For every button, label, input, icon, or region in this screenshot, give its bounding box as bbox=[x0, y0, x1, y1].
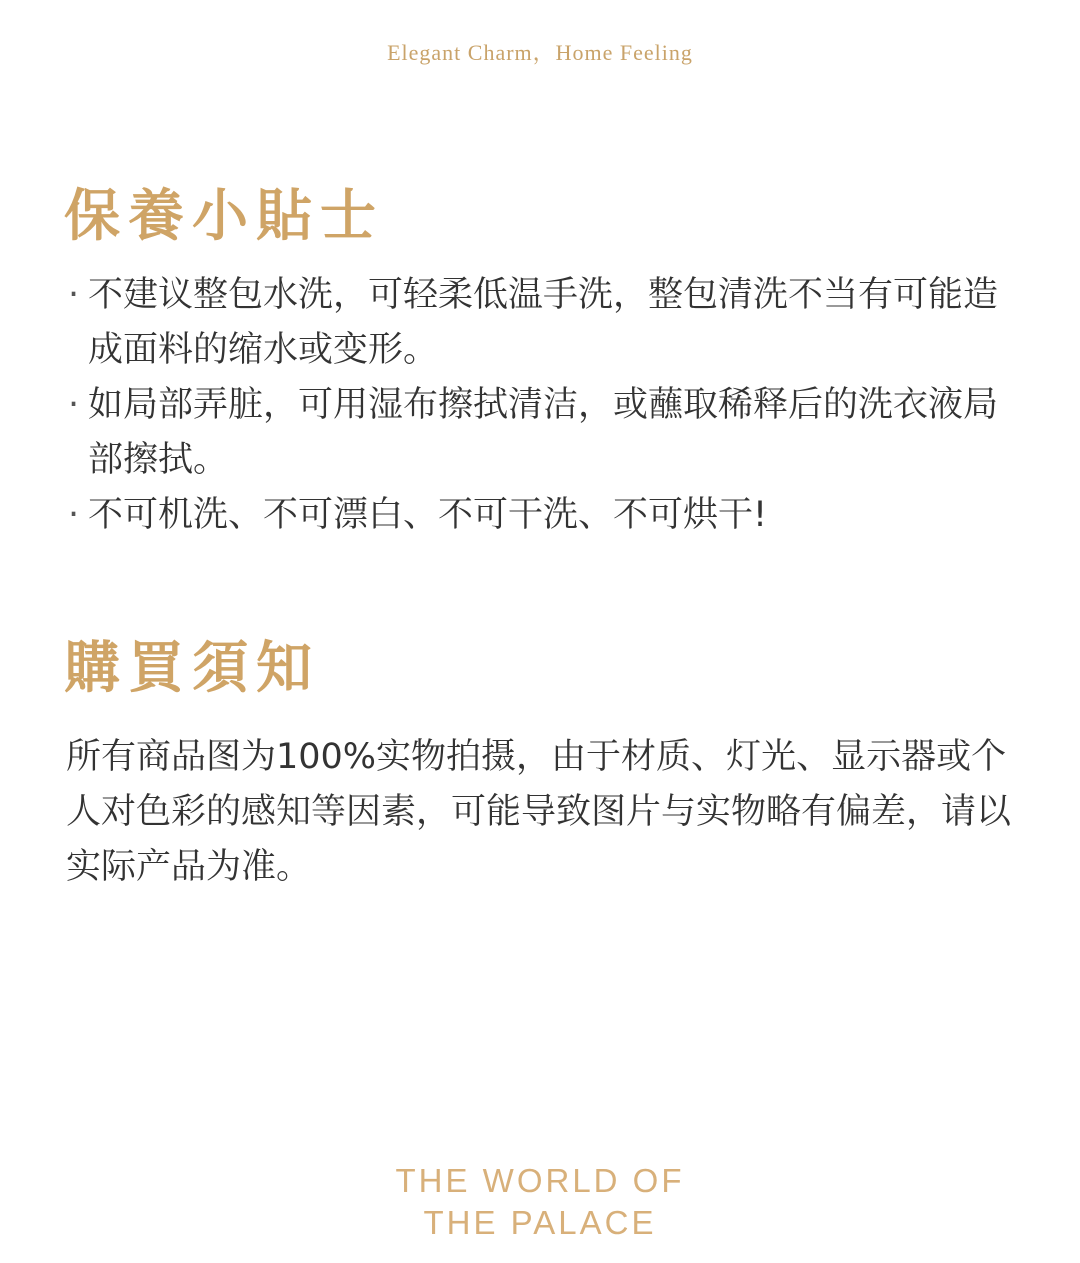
header-tagline: Elegant Charm，Home Feeling bbox=[387, 40, 693, 65]
care-tip-item bbox=[68, 378, 1018, 488]
care-tip-item bbox=[68, 268, 1018, 378]
brand-line-2: THE PALACE bbox=[423, 1204, 657, 1241]
bullet-dot-icon: · bbox=[68, 495, 80, 535]
bullet-dot-icon: · bbox=[68, 385, 80, 425]
purchase-notice-text: 所有商品图为100%实物拍摄，由于材质、灯光、显示器或个人对色彩的感知等因素，可能导致图片与实物略有偏差，请以实际产品为准。 bbox=[66, 737, 1012, 887]
care-tip-text: 不建议整包水洗，可轻柔低温手洗，整包清洗不当有可能造成面料的缩水或变形。 bbox=[88, 275, 999, 370]
brand-line-1: THE WORLD OF bbox=[395, 1162, 685, 1199]
footer-brand-wordmark bbox=[0, 1160, 1080, 1244]
care-tip-text: 如局部弄脏，可用湿布擦拭清洁，或蘸取稀释后的洗衣液局部擦拭。 bbox=[88, 385, 999, 480]
care-tips-list bbox=[68, 268, 1018, 543]
care-tips-title: 保養小貼士 bbox=[64, 183, 384, 249]
purchase-notice-title: 購買須知 bbox=[64, 635, 320, 701]
bullet-dot-icon: · bbox=[68, 275, 80, 315]
care-tip-text: 不可机洗、不可漂白、不可干洗、不可烘干! bbox=[88, 495, 768, 535]
care-tip-item bbox=[68, 488, 1018, 543]
